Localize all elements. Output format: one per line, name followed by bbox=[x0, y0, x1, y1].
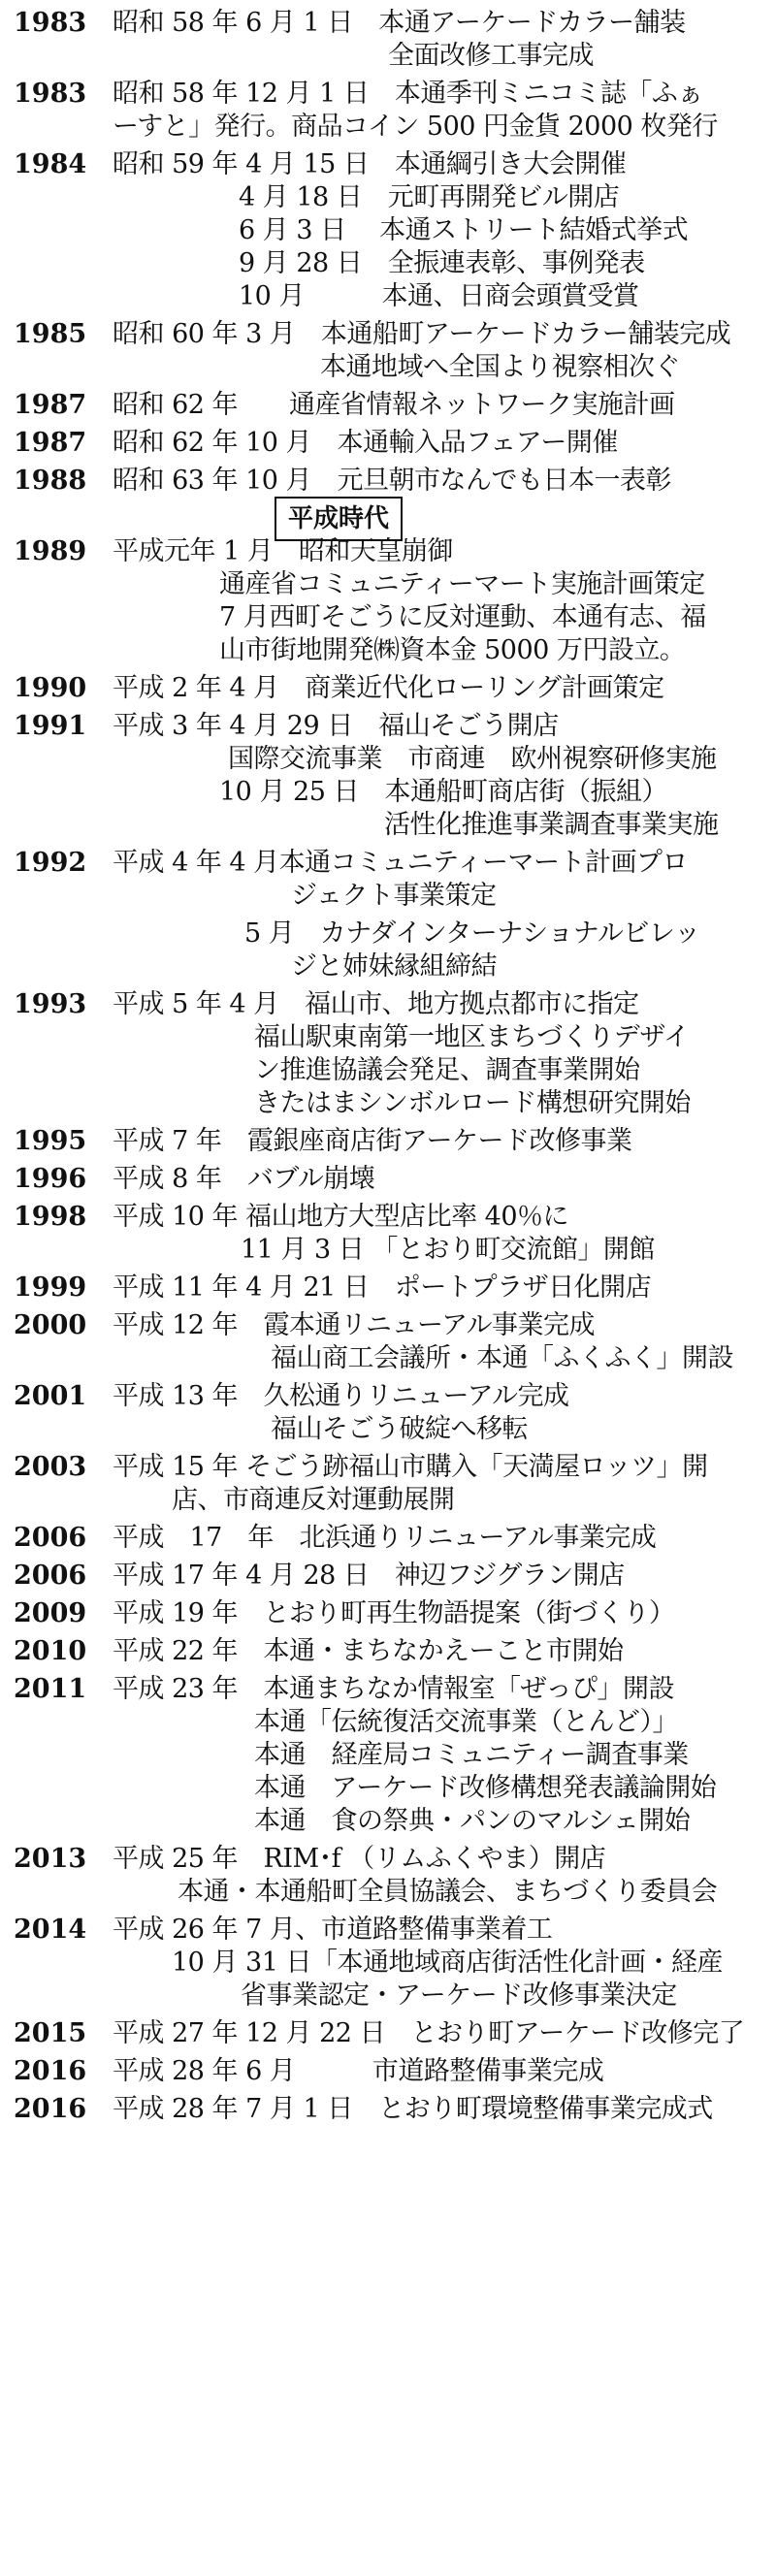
timeline-event-text: 平成 8 年 バブル崩壊 bbox=[113, 1164, 375, 1194]
timeline-event-text: ジと姉妹縁組締結 bbox=[291, 951, 497, 982]
timeline-event-text: 10 月 31 日「本通地域商店街活性化計画・経産 bbox=[172, 1948, 723, 1978]
timeline-event-text: ジェクト事業策定 bbox=[291, 881, 497, 911]
timeline-event-text: 昭和 63 年 10 月 元旦朝市なんでも日本一表彰 bbox=[113, 466, 672, 496]
timeline-event-text: 平成元年 1 月 昭和天皇崩御 bbox=[113, 536, 453, 566]
timeline-year: 2016 bbox=[14, 2094, 87, 2124]
timeline-event-text: 平成 10 年 福山地方大型店比率 40％に bbox=[113, 1202, 569, 1232]
timeline-event-text: 店、市商連反対運動展開 bbox=[172, 1485, 455, 1515]
timeline-event-text: 平成 25 年 RIM･f （リムふくやま）開店 bbox=[113, 1844, 606, 1874]
timeline-year: 1998 bbox=[14, 1202, 87, 1232]
timeline-event-text: 本通 アーケード改修構想発表議論開始 bbox=[254, 1773, 717, 1803]
timeline-event-text: 6 月 3 日 本通ストリート結婚式挙式 bbox=[239, 215, 689, 245]
timeline-year: 1989 bbox=[14, 536, 87, 566]
timeline-event-text: 平成 19 年 とおり町再生物語提案（街づくり） bbox=[113, 1598, 675, 1628]
timeline-event-text: 5 月 カナダインターナショナルビレッ bbox=[244, 918, 700, 949]
timeline-event-text: 昭和 62 年 10 月 本通輸入品フェアー開催 bbox=[113, 428, 618, 458]
timeline-event-text: 平成 7 年 霞銀座商店街アーケード改修事業 bbox=[113, 1126, 632, 1156]
timeline-year: 1985 bbox=[14, 319, 87, 349]
timeline-year: 2015 bbox=[14, 2018, 87, 2048]
timeline-year: 1996 bbox=[14, 1164, 87, 1194]
timeline-event-text: 9 月 28 日 全振連表彰、事例発表 bbox=[239, 248, 645, 278]
timeline-year: 2001 bbox=[14, 1381, 87, 1411]
timeline-year: 1987 bbox=[14, 428, 87, 458]
timeline-event-text: 本通 食の祭典・パンのマルシェ開始 bbox=[254, 1806, 691, 1836]
timeline-event-text: 本通地域へ全国より視察相次ぐ bbox=[320, 352, 680, 382]
timeline-event-text: 平成 5 年 4 月 福山市、地方拠点都市に指定 bbox=[113, 989, 639, 1019]
timeline-event-text: きたはまシンボルロード構想研究開始 bbox=[254, 1088, 691, 1118]
timeline-event-text: 平成 28 年 7 月 1 日 とおり町環境整備事業完成式 bbox=[113, 2094, 713, 2124]
timeline-event-text: 本通 経産局コミュニティー調査事業 bbox=[254, 1740, 689, 1770]
timeline-year: 1984 bbox=[14, 149, 87, 179]
timeline-event-text: 福山商工会議所・本通「ふくふく」開設 bbox=[271, 1343, 733, 1373]
era-heading-heisei: 平成時代 bbox=[275, 497, 403, 541]
era-heading-row bbox=[0, 491, 776, 543]
timeline-year: 1993 bbox=[14, 989, 87, 1019]
timeline-year: 1995 bbox=[14, 1126, 87, 1156]
timeline-event-text: 昭和 58 年 12 月 1 日 本通季刊ミニコミ誌「ふぁ bbox=[113, 79, 703, 109]
timeline-year: 2014 bbox=[14, 1915, 87, 1945]
timeline-event-text: 平成 26 年 7 月、市道路整備事業着工 bbox=[113, 1915, 553, 1945]
timeline-year: 2006 bbox=[14, 1523, 87, 1553]
timeline-event-text: 活性化推進事業調査事業実施 bbox=[384, 810, 719, 840]
timeline-event-text: ーすと」発行。商品コイン 500 円金貨 2000 枚発行 bbox=[113, 112, 718, 142]
timeline-year: 2016 bbox=[14, 2056, 87, 2086]
timeline-event-text: 4 月 18 日 元町再開発ビル開店 bbox=[239, 182, 620, 212]
timeline-event-text: 昭和 60 年 3 月 本通船町アーケードカラー舗装完成 bbox=[113, 319, 731, 349]
timeline-year: 1992 bbox=[14, 848, 87, 878]
timeline-event-text: 7 月西町そごうに反対運動、本通有志、福 bbox=[219, 602, 706, 632]
timeline-year: 1990 bbox=[14, 673, 87, 703]
timeline-event-text: 平成 22 年 本通・まちなかえーこと市開始 bbox=[113, 1636, 624, 1666]
timeline-year: 2013 bbox=[14, 1844, 87, 1874]
timeline-event-text: 平成 12 年 霞本通リニューアル事業完成 bbox=[113, 1310, 596, 1340]
timeline-year: 1983 bbox=[14, 8, 87, 38]
timeline-year: 1991 bbox=[14, 711, 87, 741]
timeline-event-text: 平成 23 年 本通まちなか情報室「ぜっぴ」開設 bbox=[113, 1674, 674, 1704]
timeline-event-text: 平成 13 年 久松通りリニューアル完成 bbox=[113, 1381, 569, 1411]
timeline-event-text: 通産省コミュニティーマート実施計画策定 bbox=[219, 569, 705, 599]
timeline-year: 1987 bbox=[14, 390, 87, 420]
timeline-event-text: 国際交流事業 市商連 欧州視察研修実施 bbox=[228, 744, 717, 774]
timeline-event-text: 福山そごう破綻へ移転 bbox=[271, 1414, 528, 1444]
timeline-event-text: 福山駅東南第一地区まちづくりデザイ bbox=[254, 1022, 690, 1052]
timeline-year: 1999 bbox=[14, 1272, 87, 1303]
timeline-event-text: 平成 4 年 4 月本通コミュニティーマート計画プロ bbox=[113, 848, 688, 878]
timeline-year: 1983 bbox=[14, 79, 87, 109]
timeline-event-text: 昭和 62 年 通産省情報ネットワーク実施計画 bbox=[113, 390, 675, 420]
timeline-event-text: 平成 17 年 4 月 28 日 神辺フジグラン開店 bbox=[113, 1561, 625, 1591]
timeline-event-text: 平成 2 年 4 月 商業近代化ローリング計画策定 bbox=[113, 673, 664, 703]
timeline-event-text: 平成 27 年 12 月 22 日 とおり町アーケード改修完了 bbox=[113, 2018, 745, 2048]
timeline-event-text: 全面改修工事完成 bbox=[388, 41, 594, 71]
timeline-event-text: 山市街地開発㈱資本金 5000 万円設立。 bbox=[219, 635, 686, 665]
timeline-row bbox=[0, 2086, 776, 2133]
timeline-year: 2003 bbox=[14, 1452, 87, 1482]
timeline-event-text: 平成 11 年 4 月 21 日 ポートプラザ日化開店 bbox=[113, 1272, 652, 1303]
timeline-year: 1988 bbox=[14, 466, 87, 496]
timeline-event-text: 11 月 3 日 「とおり町交流館」開館 bbox=[241, 1235, 655, 1265]
timeline-event-text: 昭和 59 年 4 月 15 日 本通綱引き大会開催 bbox=[113, 149, 627, 179]
timeline-event-text: 本通「伝統復活交流事業（とんど）」 bbox=[254, 1707, 678, 1737]
timeline-event-text: 平成 15 年 そごう跡福山市購入「天満屋ロッツ」開 bbox=[113, 1452, 708, 1482]
timeline-event-text: 10 月 本通、日商会頭賞受賞 bbox=[239, 281, 639, 311]
timeline-year: 2009 bbox=[14, 1598, 87, 1628]
timeline-event-text: 平成 3 年 4 月 29 日 福山そごう開店 bbox=[113, 711, 559, 741]
timeline-event-text: 平成 17 年 北浜通りリニューアル事業完成 bbox=[113, 1523, 657, 1553]
timeline-year: 2006 bbox=[14, 1561, 87, 1591]
timeline-year: 2010 bbox=[14, 1636, 87, 1666]
timeline-year: 2011 bbox=[14, 1674, 87, 1704]
timeline-event-text: 昭和 58 年 6 月 1 日 本通アーケードカラー舗装 bbox=[113, 8, 686, 38]
timeline-event-text: 省事業認定・アーケード改修事業決定 bbox=[241, 1980, 677, 2011]
timeline-year: 2000 bbox=[14, 1310, 87, 1340]
timeline-event-text: 平成 28 年 6 月 市道路整備事業完成 bbox=[113, 2056, 604, 2086]
timeline-event-text: 10 月 25 日 本通船町商店街（振組） bbox=[219, 777, 667, 807]
timeline-event-text: ン推進協議会発足、調査事業開始 bbox=[254, 1055, 640, 1085]
timeline-event-text: 本通・本通船町全員協議会、まちづくり委員会 bbox=[178, 1877, 718, 1907]
